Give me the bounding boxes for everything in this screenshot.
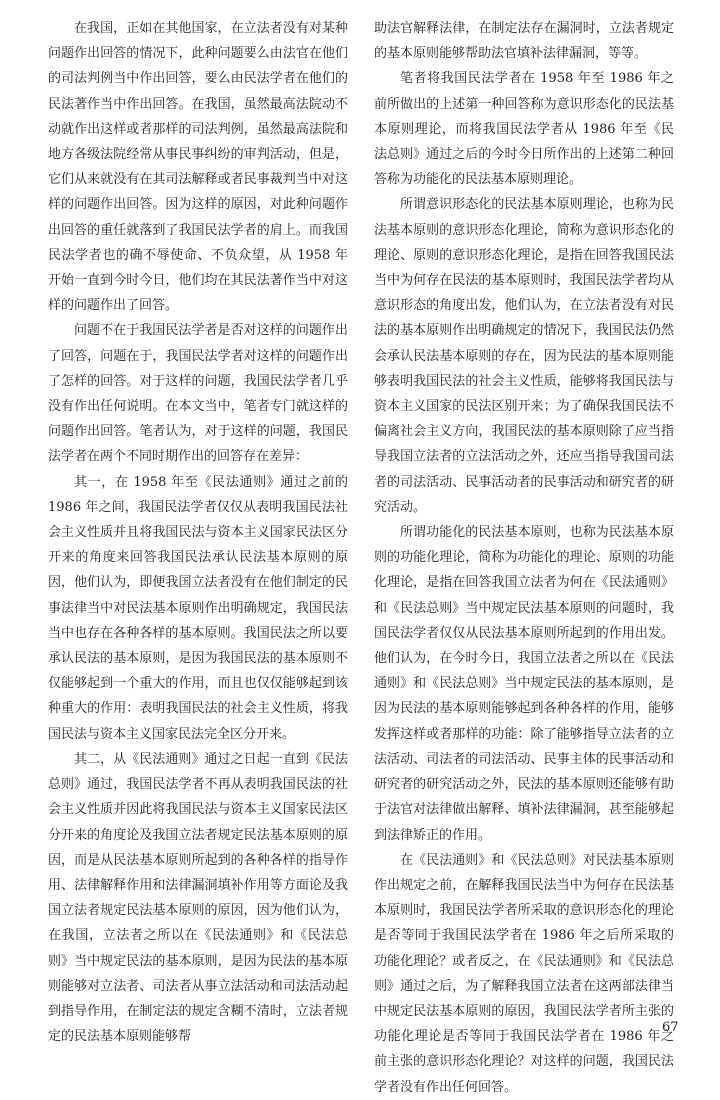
paragraph: 所谓功能化的民法基本原则，也称为民法基本原则的功能化理论，简称为功能化的理论、原则的功能化理论，是指在回答我国立法者为何在《民法通则》和《民法总则》当中规定民法基本原则的问题时，我国民法学者仅仅从民法基本原则所起到的作用出发。他们认为，在今时今日，我国立法者之所以在《民法通则》和《民法总则》当中规定民法的基本原则，是因为民法的基本原则能够起到各种各样的作用，能够发挥这样或者那样的功能：除了能够指导立法者的立法活动、司法者的司法活动、民事主体的民事活动和研究者的研究活动之外，民法的基本原则还能够有助于法官对法律做出解释、填补法律漏洞，甚至能够起到法律矫正的作用。 (374, 525, 674, 843)
paragraph: 在我国，正如在其他国家，在立法者没有对某种问题作出回答的情况下，此种问题要么由法官在他们的司法判例当中作出回答，要么由民法学者在他们的民法著作当中作出回答。在我国，虽然最高法院动不动就作出这样或者那样的司法判例，虽然最高法院和地方各级法院经常从事民事纠纷的审判活动，但是，它们从来就没有在其司法解释或者民事裁判当中对这样的问题作出回答。因为这样的原因，对此种问题作出回答的重任就落到了我国民法学者的肩上。而我国民法学者也的确不辱使命、不负众望，从 1958 年开始一直到今时今日，他们均在其民法著作当中对这样的问题作出了回答。 (48, 21, 348, 314)
paragraph: 笔者将我国民法学者在 1958 年至 1986 年之前所做出的上述第一种回答称为意识形态化的民法基本原则理论，而将我国民法学者从 1986 年至《民法总则》通过之后的今时今日所作出的上述第二种回答称为功能化的民法基本原则理论。 (374, 71, 674, 188)
paragraph: 在《民法通则》和《民法总则》对民法基本原则作出规定之前，在解释我国民法当中为何存在民法基本原则时，我国民法学者所采取的意识形态化的理论是否等同于我国民法学者在 1986 年之后所采取的功能化理论？或者反之，在《民法通则》和《民法总则》通过之后，为了解释我国立法者在这两部法律当中规定民法基本原则的原因，我国民法学者所主张的功能化理论是否等同于我国民法学者在 1986 年之前主张的意识形态化理论？对这样的问题，我国民法学者没有作出任何回答。 (374, 852, 674, 1095)
right-column (374, 16, 674, 1100)
paragraph: 其一，在 1958 年至《民法通则》通过之前的 1986 年之间，我国民法学者仅仅从表明我国民法社会主义性质并且将我国民法与资本主义国家民法区分开来的角度来回答我国民法承认民法基本原则的原因，他们认为，即便我国立法者没有在他们制定的民事法律当中对民法基本原则作出明确规定，我国民法当中也存在各种各样的基本原则。我国民法之所以要承认民法的基本原则，是因为我国民法的基本原则不仅能够起到一个重大的作用，而且也仅仅能够起到该种重大的作用：表明我国民法的社会主义性质，将我国民法与资本主义国家民法完全区分开来。 (48, 474, 348, 742)
paragraph: 所谓意识形态化的民法基本原则理论，也称为民法基本原则的意识形态化理论，简称为意识形态化的理论、原则的意识形态化理论，是指在回答我国民法当中为何存在民法的基本原则时，我国民法学者均从意识形态的角度出发，他们认为，在立法者没有对民法的基本原则作出明确规定的情况下，我国民法仍然会承认民法基本原则的存在，因为民法的基本原则能够表明我国民法的社会主义性质，能够将我国民法与资本主义国家的民法区别开来；为了确保我国民法不偏离社会主义方向，我国民法的基本原则除了应当指导我国立法者的立法活动之外，还应当指导我国司法者的司法活动、民事活动者的民事活动和研究者的研究活动。 (374, 197, 674, 515)
page-number: 67 (662, 1020, 679, 1035)
paragraph: 问题不在于我国民法学者是否对这样的问题作出了回答，问题在于，我国民法学者对这样的问题作出了怎样的回答。对于这样的问题，我国民法学者几乎没有作出任何说明。在本文当中，笔者专门就这样的问题作出回答。笔者认为，对于这样的问题，我国民法学者在两个不同时期作出的回答存在差异： (48, 323, 348, 465)
paragraph: 其二，从《民法通则》通过之日起一直到《民法总则》通过，我国民法学者不再从表明我国民法的社会主义性质并因此将我国民法与资本主义国家民法区分开来的角度论及我国立法者规定民法基本原则的原因，而是从民法基本原则所起到的各种各样的指导作用、法律解释作用和法律漏洞填补作用等方面论及我国立法者规定民法基本原则的原因，因为他们认为，在我国，立法者之所以在《民法通则》和《民法总则》当中规定民法的基本原则，是因为民法的基本原则能够对立法者、司法者从事立法活动和司法活动起到指导作用，在制定法的规定含糊不清时，立法者规定的民法基本原则能够帮 (48, 751, 348, 1045)
paragraph-continuation: 助法官解释法律，在制定法存在漏洞时，立法者规定的基本原则能够帮助法官填补法律漏洞，等等。 (374, 21, 674, 62)
left-column (48, 16, 348, 1049)
